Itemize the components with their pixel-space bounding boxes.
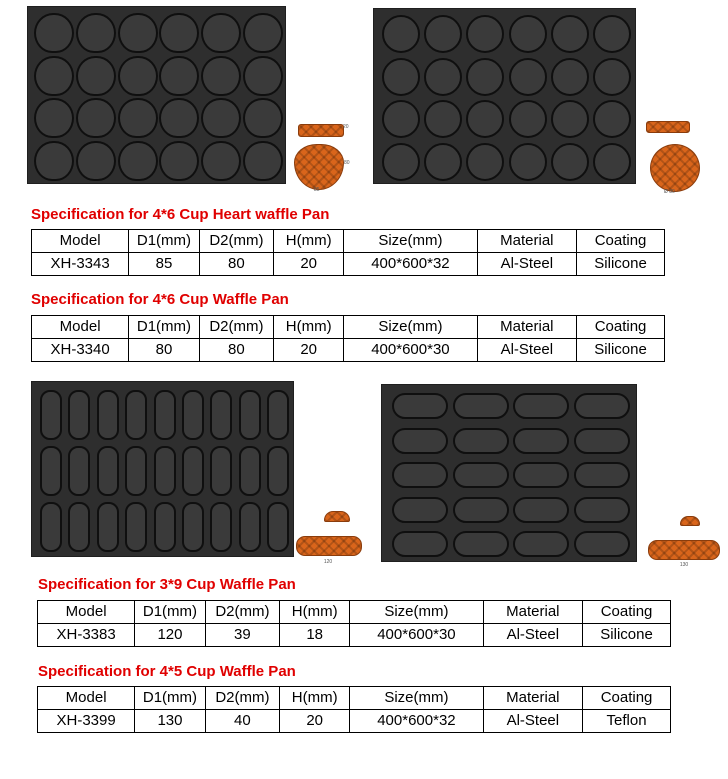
cell-material: Al-Steel	[483, 710, 583, 733]
cell-d2: 40	[205, 710, 279, 733]
mold-cavity	[424, 15, 462, 53]
mold-cavity	[574, 428, 630, 454]
header-h: H(mm)	[274, 230, 344, 253]
mold-cavity	[97, 446, 119, 496]
header-h: H(mm)	[280, 601, 350, 624]
table-header-row	[32, 316, 665, 339]
mold-cavity	[159, 98, 199, 138]
mold-cavity	[453, 531, 509, 557]
mold-cavity	[182, 446, 204, 496]
cell-h: 20	[274, 339, 344, 362]
mold-cavity	[424, 100, 462, 138]
cell-d1: 80	[129, 339, 200, 362]
heart-waffle-pan-photo	[27, 6, 286, 184]
long-waffle-top-view	[296, 536, 362, 556]
mold-cavity	[40, 390, 62, 440]
mold-cavity	[118, 56, 158, 96]
header-model: Model	[32, 316, 129, 339]
mold-cavity	[76, 98, 116, 138]
mold-cavity	[239, 446, 261, 496]
heart-waffle-top-view	[294, 144, 344, 190]
header-d2: D2(mm)	[199, 230, 273, 253]
spec-table-waffle-4x5	[37, 686, 671, 733]
cell-material: Al-Steel	[483, 624, 583, 647]
cell-coating: Teflon	[583, 710, 671, 733]
spec-table-heart-4x6	[31, 229, 665, 276]
header-material: Material	[483, 687, 583, 710]
mold-cavity	[210, 502, 232, 552]
mold-cavity	[40, 446, 62, 496]
mold-cavity	[243, 141, 283, 181]
mold-cavity	[466, 100, 504, 138]
mold-cavity	[243, 56, 283, 96]
mold-cavity	[125, 390, 147, 440]
mold-cavity	[551, 100, 589, 138]
cell-d2: 39	[205, 624, 279, 647]
mold-cavity	[201, 56, 241, 96]
header-material: Material	[477, 230, 577, 253]
cell-model: XH-3343	[32, 253, 129, 276]
mold-cavity	[453, 462, 509, 488]
spec-title-waffle-4x6: Specification for 4*6 Cup Waffle Pan	[31, 291, 289, 308]
mold-cavity	[392, 531, 448, 557]
header-h: H(mm)	[280, 687, 350, 710]
mold-cavity	[424, 58, 462, 96]
cell-d2: 80	[199, 253, 273, 276]
header-h: H(mm)	[274, 316, 344, 339]
mold-cavity	[201, 141, 241, 181]
round-waffle-pan-photo	[373, 8, 636, 184]
header-model: Model	[38, 687, 135, 710]
table-row	[32, 253, 665, 276]
cell-size: 400*600*30	[344, 339, 477, 362]
header-d1: D1(mm)	[129, 230, 200, 253]
mold-cavity	[267, 446, 289, 496]
mold-cavity	[466, 143, 504, 181]
cell-h: 20	[274, 253, 344, 276]
cell-d1: 130	[135, 710, 206, 733]
mold-cavity	[97, 502, 119, 552]
spec-table-waffle-4x6	[31, 315, 665, 362]
header-d1: D1(mm)	[135, 601, 206, 624]
mold-cavity	[574, 497, 630, 523]
mold-cavity	[382, 143, 420, 181]
table-row	[38, 710, 671, 733]
mold-cavity	[382, 58, 420, 96]
mold-cavity	[453, 428, 509, 454]
mold-cavity	[424, 143, 462, 181]
mold-cavity	[76, 13, 116, 53]
header-size: Size(mm)	[344, 316, 477, 339]
header-coating: Coating	[583, 687, 671, 710]
header-d2: D2(mm)	[205, 601, 279, 624]
table-header-row	[38, 601, 671, 624]
table-header-row	[32, 230, 665, 253]
cell-size: 400*600*32	[344, 253, 477, 276]
long-waffle-side-view	[324, 511, 350, 522]
cell-model: XH-3399	[38, 710, 135, 733]
long-waffle-pan-3x9-photo	[31, 381, 294, 557]
mold-cavity	[513, 393, 569, 419]
mold-cavity	[68, 446, 90, 496]
spec-title-waffle-3x9: Specification for 3*9 Cup Waffle Pan	[38, 576, 296, 593]
mold-cavity	[453, 497, 509, 523]
mold-cavity	[509, 143, 547, 181]
mold-cavity	[97, 390, 119, 440]
mold-cavity	[243, 13, 283, 53]
mold-cavity	[154, 502, 176, 552]
mold-cavity	[76, 141, 116, 181]
header-model: Model	[38, 601, 135, 624]
mold-cavity	[118, 98, 158, 138]
mold-cavity	[159, 56, 199, 96]
cell-h: 18	[280, 624, 350, 647]
mold-cavity	[466, 15, 504, 53]
mold-cavity	[210, 446, 232, 496]
mold-cavity	[392, 497, 448, 523]
mold-cavity	[125, 446, 147, 496]
mold-cavity	[267, 390, 289, 440]
mold-cavity	[513, 462, 569, 488]
cell-d1: 85	[129, 253, 200, 276]
mold-cavity	[453, 393, 509, 419]
mold-cavity	[392, 462, 448, 488]
mold-cavity	[551, 58, 589, 96]
cell-model: XH-3340	[32, 339, 129, 362]
header-d2: D2(mm)	[205, 687, 279, 710]
mold-cavity	[154, 390, 176, 440]
mold-cavity	[509, 15, 547, 53]
mold-cavity	[201, 98, 241, 138]
spec-table-waffle-3x9	[37, 600, 671, 647]
cell-size: 400*600*30	[350, 624, 483, 647]
header-material: Material	[483, 601, 583, 624]
heart-waffle-side-view	[298, 124, 344, 137]
header-size: Size(mm)	[344, 230, 477, 253]
cell-coating: Silicone	[583, 624, 671, 647]
spec-title-heart-4x6: Specification for 4*6 Cup Heart waffle Pan	[31, 206, 330, 223]
cell-material: Al-Steel	[477, 253, 577, 276]
mold-cavity	[239, 502, 261, 552]
header-d1: D1(mm)	[135, 687, 206, 710]
mold-cavity	[574, 393, 630, 419]
table-header-row	[38, 687, 671, 710]
heart-d2-label: 80	[344, 160, 350, 166]
mold-cavity	[182, 502, 204, 552]
spec-title-waffle-4x5: Specification for 4*5 Cup Waffle Pan	[38, 663, 296, 680]
mold-cavity	[68, 390, 90, 440]
mold-cavity	[159, 13, 199, 53]
mold-cavity	[551, 143, 589, 181]
mold-cavity	[210, 390, 232, 440]
mold-cavity	[267, 502, 289, 552]
mold-cavity	[466, 58, 504, 96]
mold-cavity	[68, 502, 90, 552]
round-waffle-side-view	[646, 121, 690, 133]
heart-d1-label: 85	[314, 187, 320, 193]
mold-cavity	[182, 390, 204, 440]
mold-cavity	[118, 13, 158, 53]
long-waffle-side-view-2	[680, 516, 700, 526]
mold-cavity	[382, 15, 420, 53]
cell-model: XH-3383	[38, 624, 135, 647]
mold-cavity	[76, 56, 116, 96]
mold-cavity	[509, 58, 547, 96]
mold-cavity	[34, 13, 74, 53]
header-d2: D2(mm)	[199, 316, 273, 339]
mold-cavity	[392, 393, 448, 419]
mold-cavity	[574, 462, 630, 488]
header-d1: D1(mm)	[129, 316, 200, 339]
mold-cavity	[159, 141, 199, 181]
mold-cavity	[513, 497, 569, 523]
mold-cavity	[513, 428, 569, 454]
mold-cavity	[392, 428, 448, 454]
table-row	[38, 624, 671, 647]
mold-cavity	[40, 502, 62, 552]
header-size: Size(mm)	[350, 687, 483, 710]
mold-cavity	[382, 100, 420, 138]
header-model: Model	[32, 230, 129, 253]
mold-cavity	[243, 98, 283, 138]
cell-d2: 80	[199, 339, 273, 362]
round-waffle-top-view	[650, 144, 700, 192]
table-row	[32, 339, 665, 362]
cell-coating: Silicone	[577, 339, 665, 362]
cell-h: 20	[280, 710, 350, 733]
mold-cavity	[118, 141, 158, 181]
long-waffle-top-view-2	[648, 540, 720, 560]
header-coating: Coating	[577, 230, 665, 253]
long2-length-label: 130	[679, 562, 689, 568]
mold-cavity	[513, 531, 569, 557]
header-size: Size(mm)	[350, 601, 483, 624]
mold-cavity	[593, 143, 631, 181]
mold-cavity	[34, 98, 74, 138]
mold-cavity	[154, 446, 176, 496]
long-waffle-pan-4x5-photo	[381, 384, 637, 562]
cell-d1: 120	[135, 624, 206, 647]
mold-cavity	[125, 502, 147, 552]
mold-cavity	[34, 141, 74, 181]
mold-cavity	[201, 13, 241, 53]
header-coating: Coating	[577, 316, 665, 339]
heart-height-label: 20	[343, 124, 349, 130]
mold-cavity	[593, 58, 631, 96]
mold-cavity	[34, 56, 74, 96]
mold-cavity	[593, 15, 631, 53]
header-coating: Coating	[583, 601, 671, 624]
header-material: Material	[477, 316, 577, 339]
long1-length-label: 120	[323, 559, 333, 565]
round-diameter-label: Ø 80	[664, 189, 675, 195]
cell-size: 400*600*32	[350, 710, 483, 733]
cell-material: Al-Steel	[477, 339, 577, 362]
mold-cavity	[509, 100, 547, 138]
mold-cavity	[593, 100, 631, 138]
cell-coating: Silicone	[577, 253, 665, 276]
mold-cavity	[574, 531, 630, 557]
mold-cavity	[239, 390, 261, 440]
mold-cavity	[551, 15, 589, 53]
